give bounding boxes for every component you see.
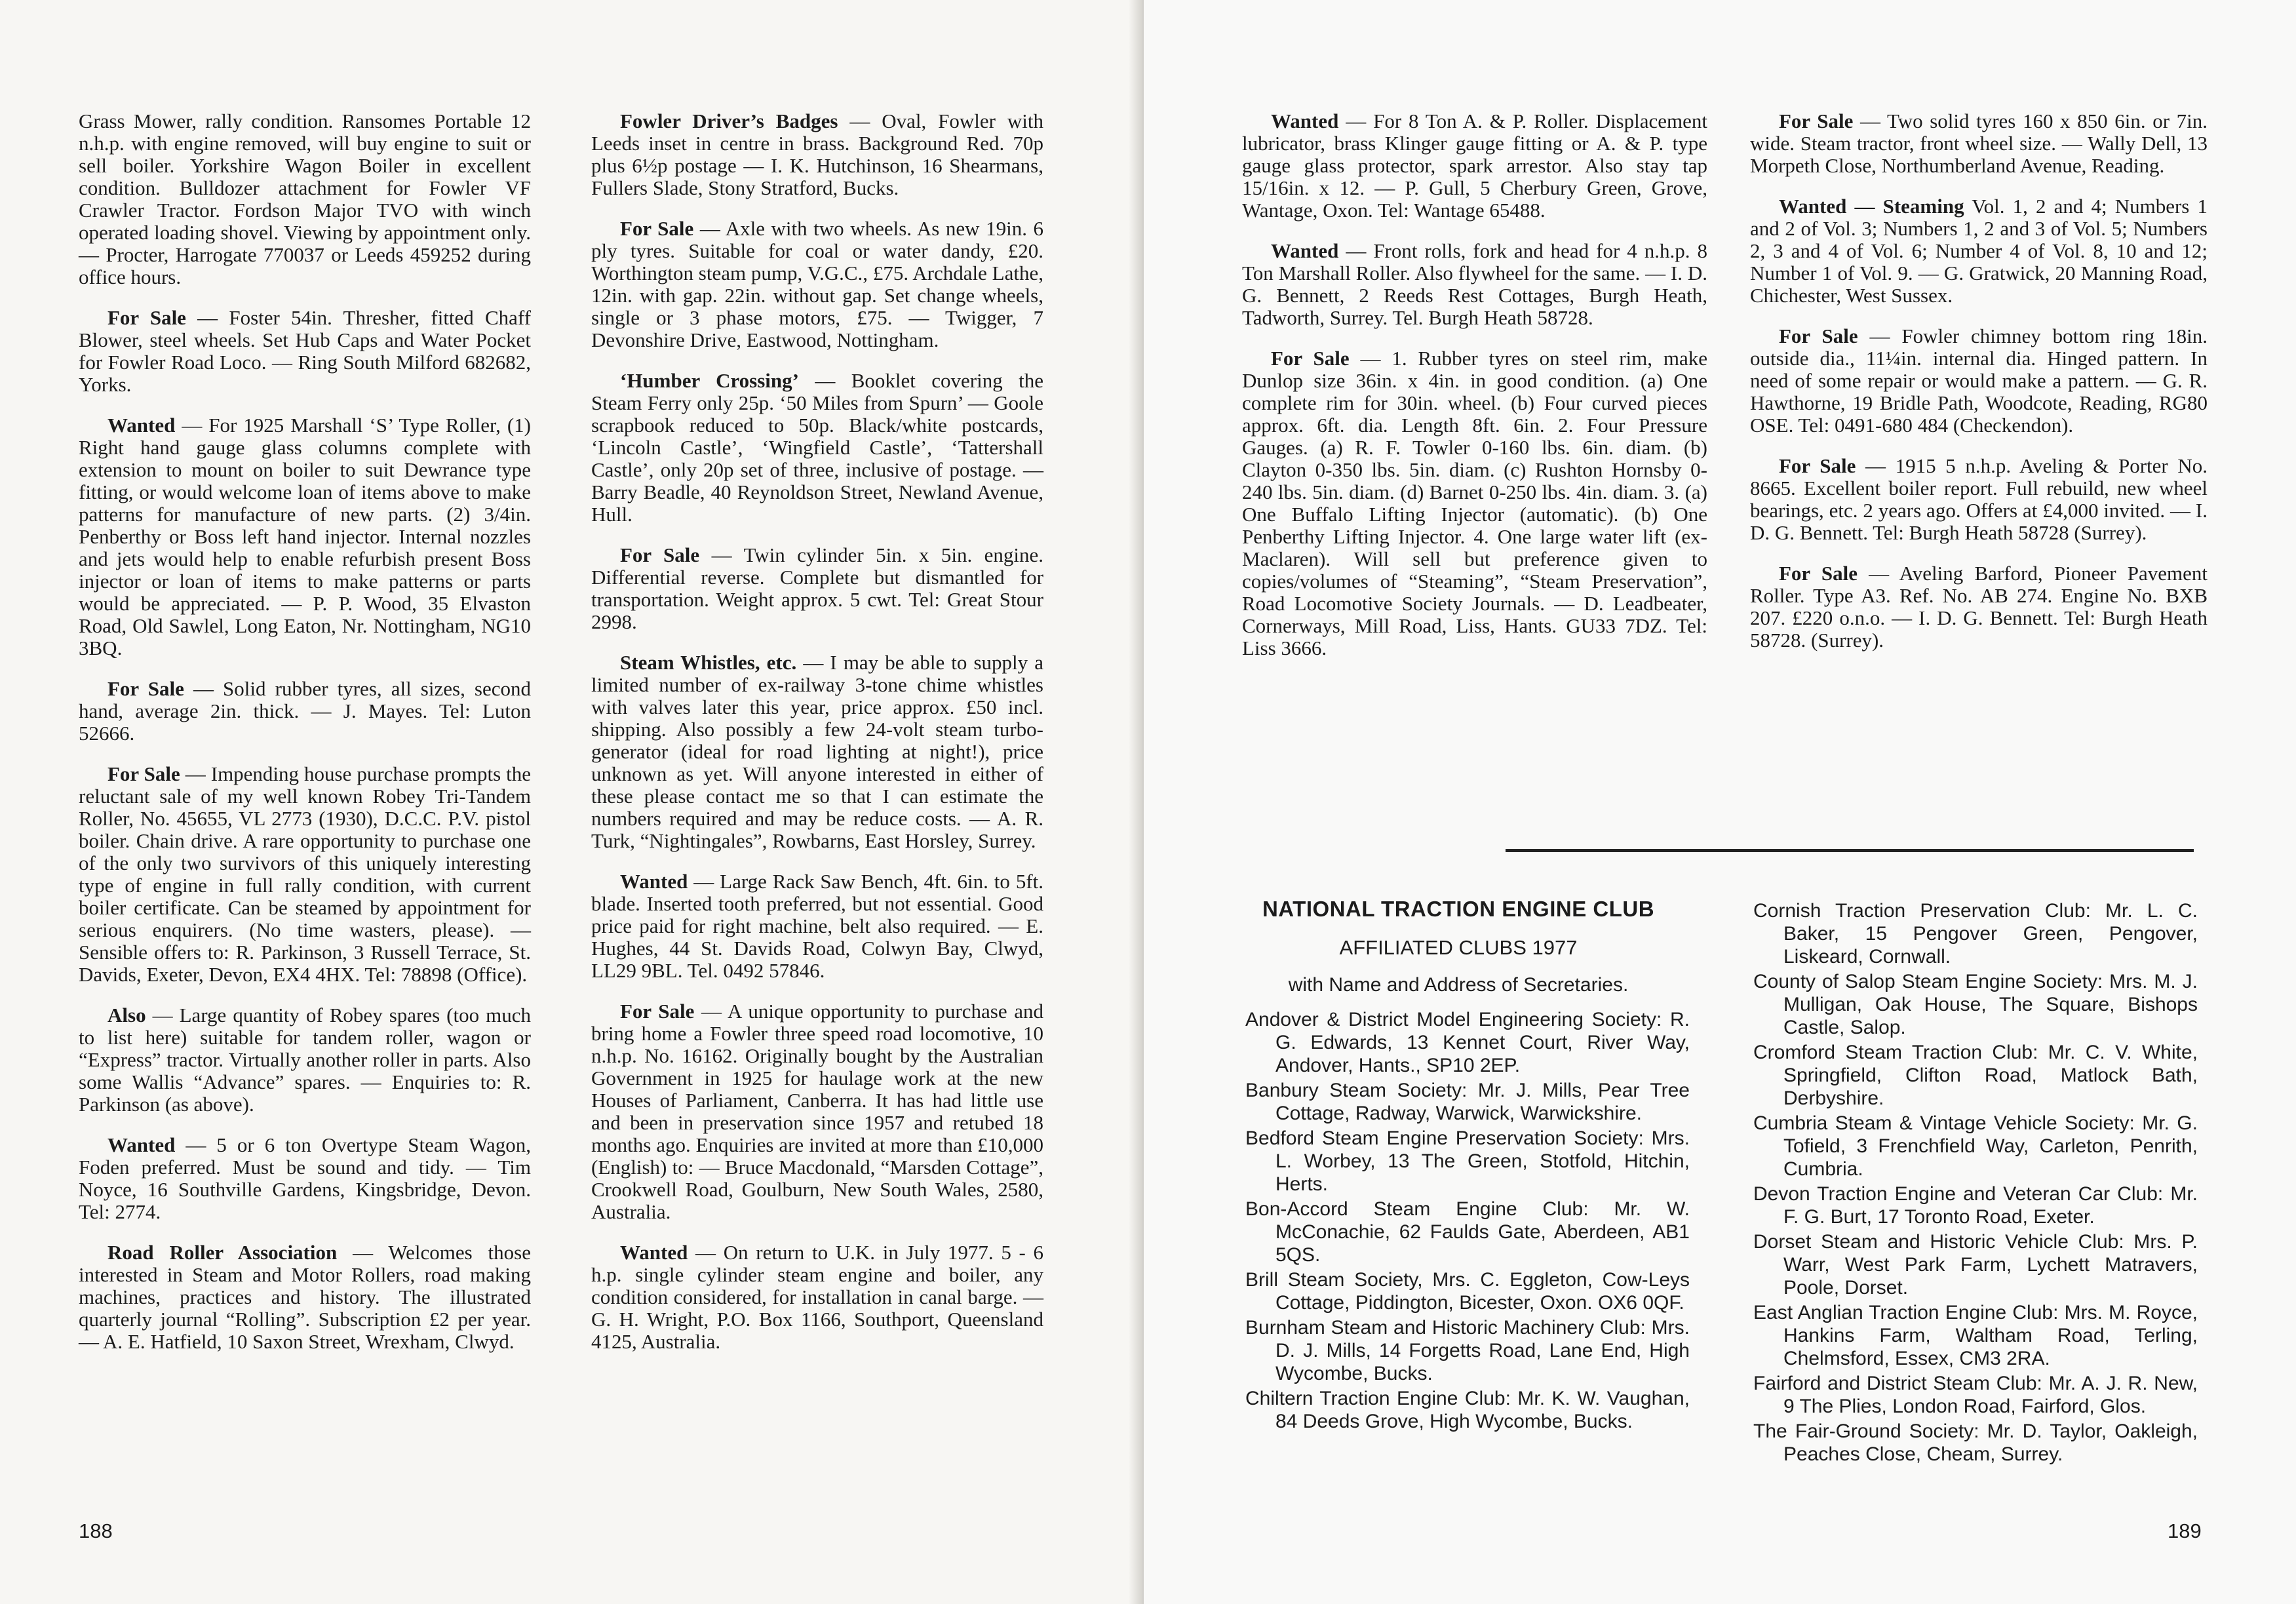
classified-ad (591, 110, 1043, 199)
ad-heading: Steam Whistles, etc. (620, 651, 797, 674)
classified-ad (79, 763, 531, 986)
club-entry: Andover & District Model Engineering Society: R. G. Edwards, 13 Kennet Court, River Way, Andover, Hants., SP10 2EP. (1245, 1009, 1690, 1076)
ad-body: — Front rolls, fork and head for 4 n.h.p. 8 Ton Marshall Roller. Also flywheel for the same. — I. D. G. Bennett, 2 Reeds Rest Cottages, Burgh Heath, Tadworth, Surrey. Tel. Burgh Heath 58728. (1242, 239, 1707, 329)
classified-ad (1750, 325, 2208, 437)
classified-ad (1750, 562, 2208, 652)
club-heading-subtitle: AFFILIATED CLUBS 1977 (1339, 936, 1578, 959)
club-heading-title: NATIONAL TRACTION ENGINE CLUB (1262, 897, 1655, 921)
ad-heading: For Sale (1779, 324, 1858, 347)
ad-body: — A unique opportunity to purchase and bring home a Fowler three speed road locomotive, 10 n.h.p. No. 16162. Originally bought by the Australian Government in 1925 for haulage work at the new Houses of Parliament, Canberra. It has had little use and been in preservation since 1957 and retubed 18 months ago. Enquiries are invited at more than £10,000 (English) to: — Bruce Macdonald, “Marsden Cottage”, Crookwell Road, Goulburn, New South Wales, 2580, Australia. (591, 1000, 1043, 1223)
classified-ad (1242, 347, 1707, 659)
ad-heading: For Sale (1779, 109, 1854, 132)
club-entry: Chiltern Traction Engine Club: Mr. K. W. Vaughan, 84 Deeds Grove, High Wycombe, Bucks. (1245, 1388, 1690, 1432)
page-left (0, 0, 1144, 1604)
ad-body: — Booklet covering the Steam Ferry only 25p. ‘50 Miles from Spurn’ — Goole scrapbook reduced to 50p. Black/white postcards, ‘Lincoln Castle’, ‘Wingfield Castle’, ‘Tattershall Castle’, only 20p set of three, inclusive of postage. — Barry Beadle, 40 Reynoldson Street, Newland Avenue, Hull. (591, 369, 1043, 526)
club-entry: Devon Traction Engine and Veteran Car Club: Mr. F. G. Burt, 17 Toronto Road, Exeter. (1753, 1183, 2198, 1228)
classified-ad (79, 1134, 531, 1223)
ad-body: — Solid rubber tyres, all sizes, second hand, average 2in. thick. — J. Mayes. Tel: Luton 52666. (79, 677, 532, 745)
affiliated-clubs-heading (1245, 897, 1671, 996)
classified-ad (591, 544, 1043, 633)
ad-body: — Axle with two wheels. As new 19in. 6 ply tyres. Suitable for coal or water dandy, £20. Worthington steam pump, V.G.C., £75. Archdale Lathe, 12in. with gap. 22in. without gap. Set change wheels, single or 3 phase motors, £75. — Twigger, 7 Devonshire Drive, Eastwood, Nottingham. (591, 217, 1044, 351)
ad-body: — Fowler chimney bottom ring 18in. outside dia., 11¼in. internal dia. Hinged pattern. In need of some repair or would make a pattern. — G. R. Hawthorne, 19 Bridle Path, Woodcote, Reading, RG80 OSE. Tel: 0491-680 484 (Checkendon). (1750, 324, 2208, 437)
ad-heading: Wanted (1271, 239, 1339, 262)
ad-heading: For Sale (620, 1000, 695, 1023)
classified-ad (591, 218, 1043, 351)
classified-ad (79, 678, 531, 745)
ad-body: — Oval, Fowler with Leeds inset in centre in brass. Background Red. 70p plus 6½p postage — I. K. Hutchinson, 16 Shearmans, Fullers Slade, Stony Stratford, Bucks. (591, 109, 1043, 199)
section-divider-rule (1506, 849, 2194, 852)
ad-body: — Impending house purchase prompts the reluctant sale of my well known Robey Tri-Tandem Roller, No. 45655, VL 2773 (1930), D.C.C. P.V. pistol boiler. Chain drive. A rare opportunity to purchase one of the only two survivors of this uniquely interesting type of engine in full rally condition, with current boiler certificate. Can be steamed by appointment for serious enquirers. (No time wasters, please). — Sensible offers to: R. Parkinson, 3 Russell Terrace, St. Davids, Exeter, Devon, EX4 4HX. Tel: 78898 (Office). (79, 762, 532, 986)
classified-ad (1242, 110, 1707, 222)
ad-body: — For 1925 Marshall ‘S’ Type Roller, (1) Right hand gauge glass columns complete with extension to mount on boiler to suit Dewrance type fitting, or would welcome loan of items above to make patterns for manufacture of new parts. (2) 3/4in. Penberthy or Boss left hand injector. Internal nozzles and jets would help to enable refurbish present Boss injector or loan of items to make patterns or parts would be appreciated. — P. P. Wood, 35 Elvaston Road, Old Sawlel, Long Eaton, Nr. Nottingham, NG10 3BQ. (79, 414, 531, 659)
classified-ad (591, 370, 1043, 526)
classified-ad (591, 1000, 1043, 1223)
ad-heading: Wanted (1271, 109, 1339, 132)
ad-heading: Wanted (620, 870, 688, 893)
ad-body: — 5 or 6 ton Overtype Steam Wagon, Foden preferred. Must be sound and tidy. — Tim Noyce, 16 Southville Gardens, Kingsbridge, Devon. Tel: 2774. (79, 1133, 531, 1223)
classified-ad (1750, 110, 2208, 177)
ad-body: — Welcomes those interested in Steam and Motor Rollers, road making machines, practices and history. The illustrated quarterly journal “Rolling”. Subscription £2 per year. — A. E. Hatfield, 10 Saxon Street, Wrexham, Clwyd. (79, 1241, 531, 1353)
ad-body: — I may be able to supply a limited number of ex-railway 3-tone chime whistles with valves later this year, price approx. £50 incl. shipping. Also possibly a few 24-volt steam turbo-generator (ideal for road lighting at night!), price unknown as yet. Will anyone interested in either of these please contact me so that I can estimate the numbers required and may be reduce costs. — A. R. Turk, “Nightingales”, Rowbarns, East Horsley, Surrey. (591, 651, 1044, 852)
page-right (1144, 0, 2296, 1604)
club-entry: Cromford Steam Traction Club: Mr. C. V. White, Springfield, Clifton Road, Matlock Bath, Derbyshire. (1753, 1042, 2198, 1109)
classified-ad (591, 652, 1043, 852)
club-entry: Bon-Accord Steam Engine Club: Mr. W. McConachie, 62 Faulds Gate, Aberdeen, AB1 5QS. (1245, 1198, 1690, 1266)
ad-body: — On return to U.K. in July 1977. 5 - 6 h.p. single cylinder steam engine and boiler, any condition considered, for installation in canal barge. — G. H. Wright, P.O. Box 1166, Southport, Queensland 4125, Australia. (591, 1241, 1043, 1353)
classified-ad (79, 1004, 531, 1116)
ad-body: — 1915 5 n.h.p. Aveling & Porter No. 8665. Excellent boiler report. Full rebuild, new wheel bearings, etc. 2 years ago. Offers at £4,000 invited. — I. D. G. Bennett. Tel: Burgh Heath 58728 (Surrey). (1750, 454, 2208, 544)
ad-body: — Large Rack Saw Bench, 4ft. 6in. to 5ft. blade. Inserted tooth preferred, but not essential. Good price paid for right machine, belt also required. — E. Hughes, 44 St. Davids Road, Colwyn Bay, Clwyd, LL29 9BL. Tel. 0492 57846. (591, 870, 1043, 982)
club-entry: The Fair-Ground Society: Mr. D. Taylor, Oakleigh, Peaches Close, Cheam, Surrey. (1753, 1420, 2198, 1465)
club-heading-note: with Name and Address of Secretaries. (1288, 974, 1629, 996)
ad-body: — Large quantity of Robey spares (too much to list here) suitable for tandem roller, wagon or “Express” tractor. Virtually another roller in parts. Also some Wallis “Advance” spares. — Enquiries to: R. Parkinson (as above). (79, 1004, 531, 1116)
classified-ad (1750, 195, 2208, 307)
ad-heading: For Sale (107, 762, 180, 785)
ad-heading: For Sale (1779, 454, 1856, 477)
ad-body: Vol. 1, 2 and 4; Numbers 1 and 2 of Vol. 3; Numbers 1, 2 and 3 of Vol. 5; Numbers 2, 3 and 4 of Vol. 6; Number 4 of Vol. 8, 10 and 12; Number 1 of Vol. 9. — G. Gratwick, 20 Manning Road, Chichester, West Sussex. (1750, 195, 2208, 307)
club-entry: Dorset Steam and Historic Vehicle Club: Mrs. P. Warr, West Park Farm, Lychett Matravers, Poole, Dorset. (1753, 1231, 2198, 1299)
classified-ad (79, 1242, 531, 1353)
club-entry: Cornish Traction Preservation Club: Mr. L. C. Baker, 15 Pengover Green, Pengover, Liskeard, Cornwall. (1753, 900, 2198, 968)
ad-heading: ‘Humber Crossing’ (620, 369, 799, 392)
club-entry: Bedford Steam Engine Preservation Society: Mrs. L. Worbey, 13 The Green, Stotfold, Hitchin, Herts. (1245, 1127, 1690, 1195)
club-entry: Fairford and District Steam Club: Mr. A. J. R. New, 9 The Plies, London Road, Fairford, Glos. (1753, 1373, 2198, 1417)
classified-ad (1242, 240, 1707, 329)
affiliated-clubs-column-1 (1245, 1008, 1690, 1435)
ad-heading: For Sale (1271, 347, 1350, 370)
club-entry: Brill Steam Society, Mrs. C. Eggleton, Cow-Leys Cottage, Piddington, Bicester, Oxon. OX6 0QF. (1245, 1269, 1690, 1314)
right-page-column-1 (1242, 110, 1707, 678)
ad-heading: Wanted (620, 1241, 688, 1264)
ad-heading: Fowler Driver’s Badges (620, 109, 838, 132)
left-page-column-2 (591, 110, 1043, 1371)
ad-heading: Road Roller Association (107, 1241, 338, 1264)
left-page-column-1 (79, 110, 531, 1371)
classified-ad (79, 307, 531, 396)
ad-heading: For Sale (1779, 562, 1858, 585)
ad-body: Grass Mower, rally condition. Ransomes Portable 12 n.h.p. with engine removed, will buy engine to suit or sell boiler. Yorkshire Wagon Boiler in excellent condition. Bulldozer attachment for Fowler VF Crawler Tractor. Fordson Major TVO with winch operated loading shovel. Viewing by appointment only. — Procter, Harrogate 770037 or Leeds 459252 during office hours. (79, 109, 531, 288)
club-entry: Banbury Steam Society: Mr. J. Mills, Pear Tree Cottage, Radway, Warwick, Warwickshire. (1245, 1080, 1690, 1124)
ad-body: — Foster 54in. Thresher, fitted Chaff Blower, steel wheels. Set Hub Caps and Water Pocket for Fowler Road Loco. — Ring South Milford 682682, Yorks. (79, 306, 532, 396)
ad-body: — For 8 Ton A. & P. Roller. Displacement lubricator, brass Klinger gauge fitting or A. & P. type gauge glass protector, spark arrestor. Also stay tap 15/16in. x 12. — P. Gull, 5 Cherbury Green, Grove, Wantage, Oxon. Tel: Wantage 65488. (1242, 109, 1707, 222)
ad-heading: For Sale (620, 543, 700, 566)
classified-ad (79, 414, 531, 659)
classified-ad (79, 110, 531, 288)
right-page-column-2 (1750, 110, 2208, 670)
ad-heading: For Sale (107, 306, 186, 329)
classified-ad (591, 870, 1043, 982)
ad-heading: For Sale (107, 677, 184, 700)
ad-body: — Twin cylinder 5in. x 5in. engine. Differential reverse. Complete but dismantled for transportation. Weight approx. 5 cwt. Tel: Great Stour 2998. (591, 543, 1043, 633)
club-entry: East Anglian Traction Engine Club: Mrs. M. Royce, Hankins Farm, Waltham Road, Terling, Chelmsford, Essex, CM3 2RA. (1753, 1302, 2198, 1369)
ad-body: — Two solid tyres 160 x 850 6in. or 7in. wide. Steam tractor, front wheel size. — Wally Dell, 13 Morpeth Close, Northumberland Avenue, Reading. (1750, 109, 2208, 177)
club-entry: Burnham Steam and Historic Machinery Club: Mrs. D. J. Mills, 14 Forgetts Road, Lane End, High Wycombe, Bucks. (1245, 1317, 1690, 1384)
club-entry: County of Salop Steam Engine Society: Mrs. M. J. Mulligan, Oak House, The Square, Bishops Castle, Salop. (1753, 971, 2198, 1038)
ad-body: — 1. Rubber tyres on steel rim, make Dunlop size 36in. x 4in. in good condition. (a) One complete rim for 30in. wheel. (b) Four curved pieces approx. 6ft. dia. Length 8ft. 6in. 2. Four Pressure Gauges. (a) R. F. Towler 0-160 lbs. 6in. diam. (b) Clayton 0-350 lbs. 5in. diam. (c) Rushton Hornsby 0-240 lbs. 5in. diam. (d) Barnet 0-250 lbs. 4in. diam. 3. (a) One Buffalo Lifting Injector (automatic). (b) One Penberthy Lifting Injector. 4. One large water lift (ex-Maclaren). Will sell but preference given to copies/volumes of “Steaming”, “Steam Preservation”, Road Locomotive Society Journals. — D. Leadbeater, Cornerways, Mill Road, Liss, Hants. GU33 7DZ. Tel: Liss 3666. (1242, 347, 1707, 659)
classified-ad (1750, 455, 2208, 544)
affiliated-clubs-column-2 (1753, 899, 2198, 1468)
ad-body: — Aveling Barford, Pioneer Pavement Roller. Type A3. Ref. No. AB 274. Engine No. BXB 207. £220 o.n.o. — I. D. G. Bennett. Tel: Burgh Heath 58728. (Surrey). (1750, 562, 2208, 652)
ad-heading: Wanted (107, 414, 176, 437)
club-entry: Cumbria Steam & Vintage Vehicle Society: Mr. G. Tofield, 3 Frenchfield Way, Carleton, Penrith, Cumbria. (1753, 1112, 2198, 1180)
ad-heading: Wanted (107, 1133, 176, 1156)
page-number-left: 188 (79, 1519, 113, 1542)
page-number-right: 189 (2168, 1519, 2202, 1542)
ad-heading: Also (107, 1004, 146, 1027)
ad-heading: For Sale (620, 217, 694, 240)
ad-heading: Wanted — Steaming (1779, 195, 1964, 218)
classified-ad (591, 1242, 1043, 1353)
